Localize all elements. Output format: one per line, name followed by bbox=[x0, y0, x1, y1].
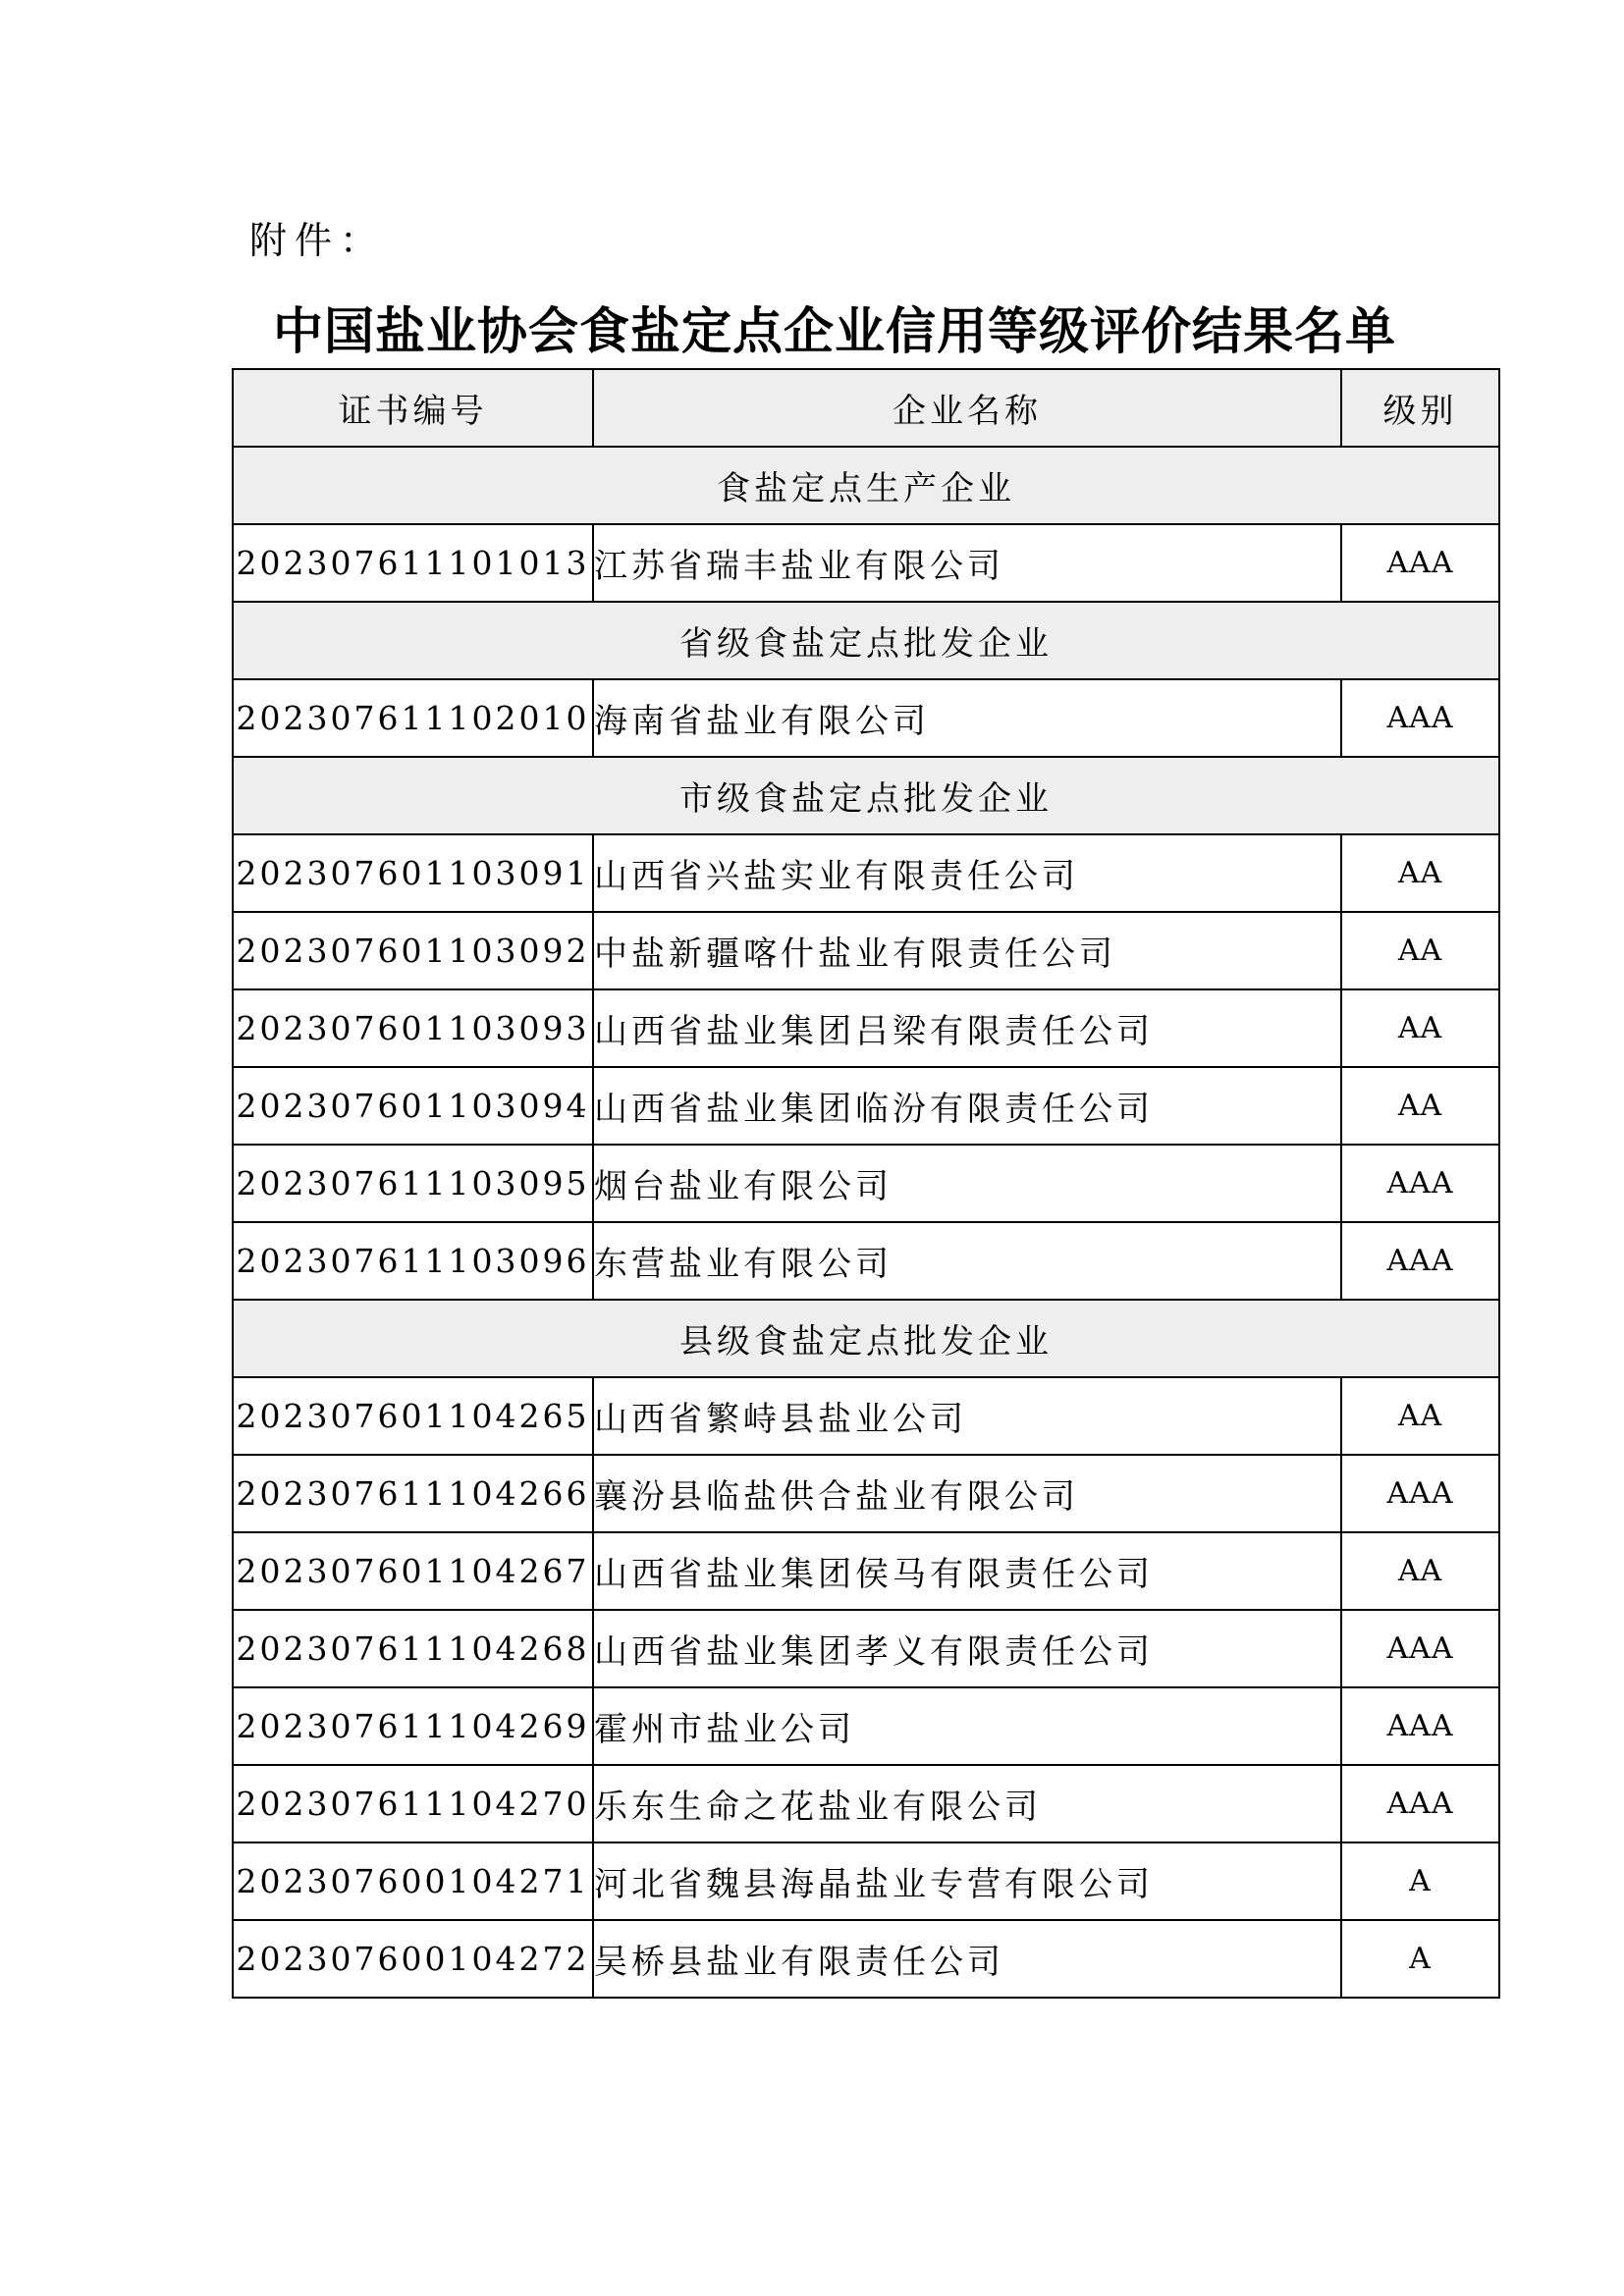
header-company: 企业名称 bbox=[593, 369, 1341, 447]
grade: AA bbox=[1341, 1532, 1499, 1610]
table-row bbox=[233, 1532, 1499, 1610]
cert-number: 202307611104269 bbox=[233, 1687, 593, 1765]
category-row bbox=[233, 757, 1499, 834]
company-name: 襄汾县临盐供合盐业有限公司 bbox=[593, 1455, 1341, 1532]
table-row bbox=[233, 1455, 1499, 1532]
header-cert-no: 证书编号 bbox=[233, 369, 593, 447]
grade: A bbox=[1341, 1920, 1499, 1998]
table-row bbox=[233, 834, 1499, 912]
cert-number: 202307600104272 bbox=[233, 1920, 593, 1998]
category-label: 县级食盐定点批发企业 bbox=[233, 1300, 1499, 1377]
grade: AAA bbox=[1341, 1610, 1499, 1687]
company-name: 山西省盐业集团临汾有限责任公司 bbox=[593, 1067, 1341, 1145]
cert-number: 202307601103093 bbox=[233, 989, 593, 1067]
category-label: 食盐定点生产企业 bbox=[233, 447, 1499, 524]
grade: AAA bbox=[1341, 1765, 1499, 1842]
grade: AA bbox=[1341, 834, 1499, 912]
table-row bbox=[233, 1067, 1499, 1145]
grade: AAA bbox=[1341, 1222, 1499, 1300]
grade: AAA bbox=[1341, 1145, 1499, 1222]
header-grade: 级别 bbox=[1341, 369, 1499, 447]
company-name: 海南省盐业有限公司 bbox=[593, 679, 1341, 757]
cert-number: 202307611103096 bbox=[233, 1222, 593, 1300]
category-row bbox=[233, 447, 1499, 524]
cert-number: 202307611102010 bbox=[233, 679, 593, 757]
cert-number: 202307601103094 bbox=[233, 1067, 593, 1145]
category-row bbox=[233, 602, 1499, 679]
grade: AA bbox=[1341, 989, 1499, 1067]
grade: AAA bbox=[1341, 524, 1499, 602]
table-row bbox=[233, 912, 1499, 989]
cert-number: 202307601103091 bbox=[233, 834, 593, 912]
attachment-label: 附件： bbox=[249, 219, 386, 262]
cert-number: 202307601103092 bbox=[233, 912, 593, 989]
table-row bbox=[233, 1222, 1499, 1300]
cert-number: 202307601104267 bbox=[233, 1532, 593, 1610]
company-name: 吴桥县盐业有限责任公司 bbox=[593, 1920, 1341, 1998]
grade: AAA bbox=[1341, 1455, 1499, 1532]
company-name: 山西省盐业集团孝义有限责任公司 bbox=[593, 1610, 1341, 1687]
cert-number: 202307611101013 bbox=[233, 524, 593, 602]
table-row bbox=[233, 1765, 1499, 1842]
grade: AAA bbox=[1341, 1687, 1499, 1765]
category-row bbox=[233, 1300, 1499, 1377]
category-label: 省级食盐定点批发企业 bbox=[233, 602, 1499, 679]
table-row bbox=[233, 1610, 1499, 1687]
table-header-row bbox=[233, 369, 1499, 447]
cert-number: 202307601104265 bbox=[233, 1377, 593, 1455]
table-row bbox=[233, 679, 1499, 757]
grade: AAA bbox=[1341, 679, 1499, 757]
grade: AA bbox=[1341, 912, 1499, 989]
cert-number: 202307600104271 bbox=[233, 1842, 593, 1920]
company-name: 东营盐业有限公司 bbox=[593, 1222, 1341, 1300]
company-name: 霍州市盐业公司 bbox=[593, 1687, 1341, 1765]
category-label: 市级食盐定点批发企业 bbox=[233, 757, 1499, 834]
company-name: 山西省盐业集团吕梁有限责任公司 bbox=[593, 989, 1341, 1067]
company-name: 烟台盐业有限公司 bbox=[593, 1145, 1341, 1222]
table-row bbox=[233, 1920, 1499, 1998]
table-row bbox=[233, 989, 1499, 1067]
company-name: 江苏省瑞丰盐业有限公司 bbox=[593, 524, 1341, 602]
table-row bbox=[233, 1842, 1499, 1920]
document-title: 中国盐业协会食盐定点企业信用等级评价结果名单 bbox=[273, 303, 1397, 361]
table-row bbox=[233, 1145, 1499, 1222]
company-name: 山西省盐业集团侯马有限责任公司 bbox=[593, 1532, 1341, 1610]
cert-number: 202307611104270 bbox=[233, 1765, 593, 1842]
company-name: 乐东生命之花盐业有限公司 bbox=[593, 1765, 1341, 1842]
company-name: 山西省兴盐实业有限责任公司 bbox=[593, 834, 1341, 912]
company-name: 山西省繁峙县盐业公司 bbox=[593, 1377, 1341, 1455]
cert-number: 202307611104266 bbox=[233, 1455, 593, 1532]
grade: A bbox=[1341, 1842, 1499, 1920]
company-name: 河北省魏县海晶盐业专营有限公司 bbox=[593, 1842, 1341, 1920]
grade: AA bbox=[1341, 1067, 1499, 1145]
grade: AA bbox=[1341, 1377, 1499, 1455]
table-row bbox=[233, 1687, 1499, 1765]
table-row bbox=[233, 1377, 1499, 1455]
cert-number: 202307611103095 bbox=[233, 1145, 593, 1222]
cert-number: 202307611104268 bbox=[233, 1610, 593, 1687]
table-row bbox=[233, 524, 1499, 602]
company-name: 中盐新疆喀什盐业有限责任公司 bbox=[593, 912, 1341, 989]
credit-rating-table bbox=[232, 368, 1500, 1999]
